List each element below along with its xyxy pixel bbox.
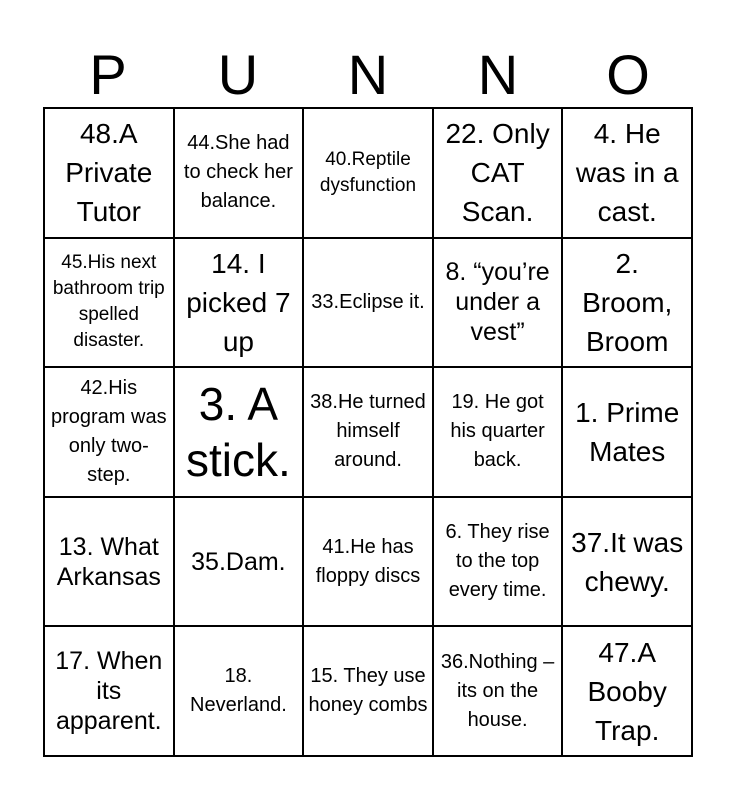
cell-text: 38.He turned himself around.	[310, 391, 426, 472]
bingo-cell[interactable]	[174, 108, 304, 238]
cell-text: 19. He got his quarter back.	[450, 391, 545, 472]
bingo-cell[interactable]	[44, 238, 174, 368]
cell-text: 35.Dam.	[191, 547, 286, 576]
bingo-cell[interactable]	[433, 108, 563, 238]
bingo-cell[interactable]	[303, 626, 433, 756]
bingo-header	[43, 44, 693, 106]
cell-text: 41.He has floppy discs	[315, 535, 421, 587]
bingo-cell[interactable]	[433, 626, 563, 756]
cell-text: 3. A stick.	[186, 377, 291, 486]
cell-text: 14. I picked 7 up	[186, 247, 291, 357]
header-letter-n2: N	[477, 43, 519, 106]
bingo-cell[interactable]	[433, 238, 563, 368]
bingo-cell[interactable]	[303, 367, 433, 497]
bingo-cell[interactable]	[44, 626, 174, 756]
cell-text: 4. He was in a cast.	[575, 118, 679, 228]
bingo-cell[interactable]	[44, 108, 174, 238]
bingo-cell[interactable]	[174, 367, 304, 497]
bingo-cell[interactable]	[433, 367, 563, 497]
cell-text: 45.His next bathroom trip spelled disaster.	[52, 252, 165, 352]
cell-text: 15. They use honey combs	[308, 665, 428, 717]
cell-text: 1. Prime Mates	[575, 396, 680, 467]
cell-text: 36.Nothing – its on the house.	[440, 650, 555, 731]
bingo-cell[interactable]	[562, 367, 692, 497]
cell-text: 18. Neverland.	[190, 665, 287, 717]
cell-text: 13. What Arkansas	[56, 532, 161, 591]
bingo-board	[43, 107, 693, 757]
bingo-cell[interactable]	[174, 497, 304, 627]
bingo-cell[interactable]	[44, 367, 174, 497]
bingo-cell[interactable]	[44, 497, 174, 627]
bingo-cell[interactable]	[562, 497, 692, 627]
cell-text: 8. “you’re under a vest”	[445, 258, 550, 347]
bingo-cell[interactable]	[562, 626, 692, 756]
bingo-cell[interactable]	[562, 238, 692, 368]
cell-text: 2. Broom, Broom	[582, 247, 673, 357]
bingo-cell[interactable]	[562, 108, 692, 238]
bingo-cell[interactable]	[433, 497, 563, 627]
cell-text: 37.It was chewy.	[571, 526, 684, 597]
bingo-cell[interactable]	[303, 238, 433, 368]
cell-text: 22. Only CAT Scan.	[445, 118, 550, 228]
header-letter-n1: N	[347, 43, 389, 106]
header-letter-u: U	[217, 43, 259, 106]
header-letter-p: P	[89, 43, 127, 106]
cell-text: 33.Eclipse it.	[311, 290, 425, 313]
bingo-cell[interactable]	[174, 626, 304, 756]
bingo-cell[interactable]	[303, 497, 433, 627]
header-letter-o: O	[606, 43, 650, 106]
bingo-cell[interactable]	[174, 238, 304, 368]
cell-text: 42.His program was only two-step.	[50, 376, 167, 486]
bingo-cell[interactable]	[303, 108, 433, 238]
cell-text: 6. They rise to the top every time.	[445, 521, 550, 602]
cell-text: 47.A Booby Trap.	[587, 636, 667, 746]
cell-text: 40.Reptile dysfunction	[319, 148, 417, 196]
cell-text: 44.She had to check her balance.	[183, 132, 293, 213]
cell-text: 48.A Private Tutor	[65, 118, 153, 228]
cell-text: 17. When its apparent.	[55, 647, 163, 736]
